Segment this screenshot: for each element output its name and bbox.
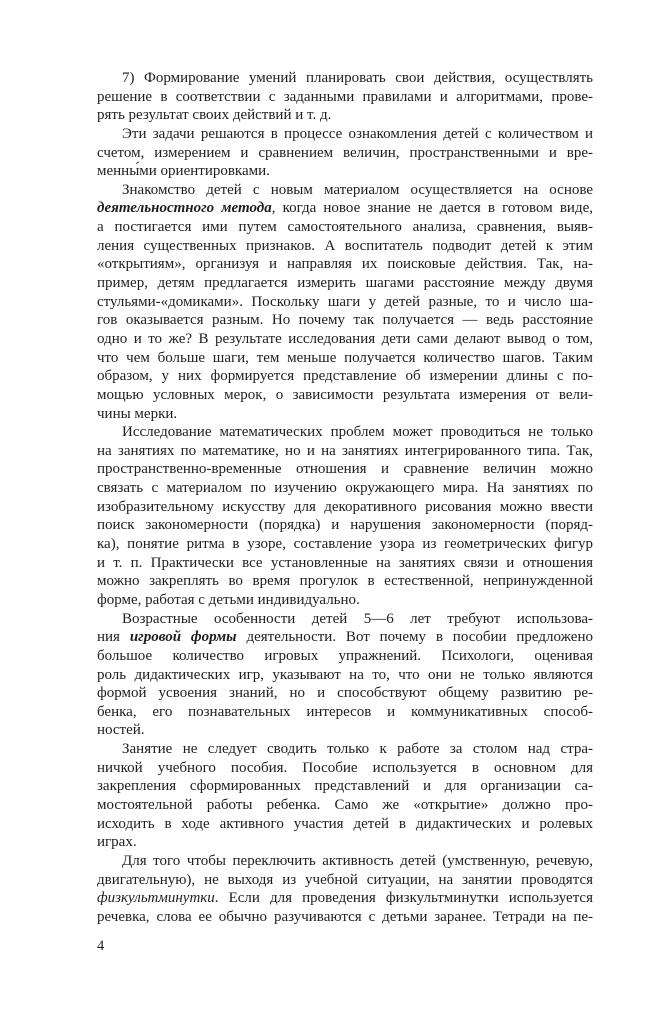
text-line	[97, 666, 593, 685]
text-segment: форме, работая с детьми индивидуально.	[97, 591, 360, 608]
emphasis-bold-italic: деятельностного метода	[97, 200, 272, 217]
text-segment: большое количество игровых упражнений. Психологи, оценивая	[97, 647, 593, 664]
text-line	[97, 367, 593, 386]
text-line	[97, 330, 593, 349]
text-segment: и т. п. Практически все установленные на занятиях связи и отношения	[97, 554, 593, 571]
text-segment: 7) Формирование умений планировать свои действия, осуществлять	[122, 70, 593, 86]
text-segment: формой усвоения знаний, но и способствуют общему развитию ре-	[97, 685, 593, 702]
paragraph-4	[97, 423, 593, 609]
text-line	[97, 255, 593, 274]
text-line	[97, 572, 593, 591]
text-line	[97, 106, 593, 125]
text-segment: . Если для проведения физкультминутки используется	[214, 890, 593, 907]
text-segment: ничкой учебного пособия. Пособие используется в основном для	[97, 759, 593, 776]
text-segment: пример, детям предлагается измерить шагами расстояние между двумя	[97, 275, 593, 292]
text-segment: , когда новое знание не дается в готовом виде,	[271, 200, 593, 217]
text-line	[97, 199, 593, 218]
text-segment: деятельности. Вот почему в пособии предложено	[236, 629, 593, 646]
text-segment: можно закреплять во время прогулок в естественной, непринужденной	[97, 573, 593, 590]
text-segment: гов оказывается разным. Но почему так получается — ведь расстояние	[97, 312, 593, 329]
text-segment: Занятие не следует сводить только к работе за столом над стра-	[122, 741, 593, 758]
text-line	[97, 88, 593, 107]
text-line	[97, 852, 593, 871]
paragraph-5	[97, 610, 593, 740]
text-segment: ления существенных признаков. А воспитатель подводит детей к этим	[97, 237, 593, 254]
text-line	[97, 479, 593, 498]
text-segment: роль дидактических игр, указывают на то, что они не только являются	[97, 666, 593, 683]
text-line	[97, 796, 593, 815]
text-segment: исходить в ходе активного участия детей в дидактических и ролевых	[97, 815, 593, 832]
text-line	[97, 460, 593, 479]
text-line	[97, 535, 593, 554]
text-line	[97, 815, 593, 834]
text-line	[97, 293, 593, 312]
text-segment: образом, у них формируется представление об измерении длины с по-	[97, 368, 593, 385]
text-segment: играх.	[97, 834, 137, 851]
text-line	[97, 498, 593, 517]
text-line	[97, 423, 593, 442]
text-line	[97, 871, 593, 890]
text-line	[97, 889, 593, 908]
text-line	[97, 237, 593, 256]
text-line	[97, 405, 593, 424]
page-number: 4	[97, 938, 105, 954]
text-segment: чины мерки.	[97, 405, 178, 422]
paragraph-1	[97, 69, 593, 125]
text-segment: Возрастные особенности детей 5—6 лет требуют использова-	[122, 610, 593, 627]
text-line	[97, 647, 593, 666]
text-segment: стульями-«домиками». Поскольку шаги у детей разные, то и число ша-	[97, 293, 593, 310]
text-segment: ния	[97, 629, 130, 646]
text-segment: «открытиям», организуя и направляя их поисковые действия. Так, на-	[97, 256, 593, 273]
text-segment: на занятиях по математике, но и на занятиях интегрированного типа. Так,	[97, 442, 593, 459]
text-segment: Эти задачи решаются в процессе ознакомления детей с количеством и	[122, 125, 593, 142]
text-line	[97, 125, 593, 144]
text-segment: бенка, его познавательных интересов и коммуникативных способ-	[97, 703, 593, 720]
text-line	[97, 833, 593, 852]
text-line	[97, 628, 593, 647]
text-segment: счетом, измерением и сравнением величин, пространственными и вре-	[97, 144, 593, 161]
text-line	[97, 777, 593, 796]
text-segment: речевка, слова ее обычно разучиваются с детьми заранее. Тетради на пе-	[97, 908, 593, 925]
emphasis-bold-italic: игровой формы	[129, 629, 237, 646]
text-segment: Исследование математических проблем может проводиться не только	[122, 424, 593, 441]
text-segment: связать с материалом по изучению окружающего мира. На занятиях по	[97, 480, 593, 497]
text-segment: пространственно-временные отношения и сравнение величин можно	[97, 461, 593, 478]
emphasis-italic: физкультминутки	[97, 890, 215, 907]
text-segment: менны́ми ориентировками.	[97, 163, 270, 180]
text-line	[97, 591, 593, 610]
paragraph-3	[97, 181, 593, 423]
text-segment: поиск закономерности (порядка) и нарушения закономерности (поряд-	[97, 517, 593, 534]
text-line	[97, 181, 593, 200]
text-segment: ностей.	[97, 722, 145, 739]
text-line	[97, 684, 593, 703]
text-line	[97, 386, 593, 405]
text-line	[97, 349, 593, 368]
text-line	[97, 908, 593, 927]
text-segment: закрепления сформированных представлений и для организации са-	[97, 778, 593, 795]
text-segment: одно и то же? В результате исследования дети сами делают вывод о том,	[97, 330, 593, 347]
text-segment: мостоятельной работы ребенка. Само же «открытие» должно про-	[97, 796, 593, 813]
text-line	[97, 162, 593, 181]
text-segment: ка), понятие ритма в узоре, составление узора из геометрических фигур	[97, 536, 593, 553]
text-block	[97, 69, 593, 926]
text-line	[97, 740, 593, 759]
text-line	[97, 144, 593, 163]
text-line	[97, 516, 593, 535]
text-line	[97, 759, 593, 778]
text-line	[97, 554, 593, 573]
text-line	[97, 218, 593, 237]
text-segment: Для того чтобы переключить активность детей (умственную, речевую,	[122, 852, 593, 869]
text-segment: рять результат своих действий и т. д.	[97, 107, 332, 124]
text-segment: решение в соответствии с заданными правилами и алгоритмами, прове-	[97, 88, 593, 105]
text-segment: мощью условных мерок, о зависимости результата измерения от вели-	[97, 386, 593, 403]
text-segment: а постигается ими путем самостоятельного анализа, сравнения, выяв-	[97, 219, 593, 236]
text-line	[97, 610, 593, 629]
text-line	[97, 442, 593, 461]
paragraph-2	[97, 125, 593, 181]
text-segment: что чем больше шаги, тем меньше получается количество шагов. Таким	[97, 349, 593, 366]
text-segment: Знакомство детей с новым материалом осуществляется на основе	[122, 181, 593, 198]
text-segment: двигательную), не выходя из учебной ситуации, на занятии проводятся	[97, 871, 593, 888]
text-line	[97, 69, 593, 88]
paragraph-7	[97, 852, 593, 927]
paragraph-6	[97, 740, 593, 852]
text-line	[97, 721, 593, 740]
text-line	[97, 311, 593, 330]
text-segment: изобразительному искусству для декоративного рисования можно ввести	[97, 498, 593, 515]
text-line	[97, 703, 593, 722]
text-line	[97, 274, 593, 293]
